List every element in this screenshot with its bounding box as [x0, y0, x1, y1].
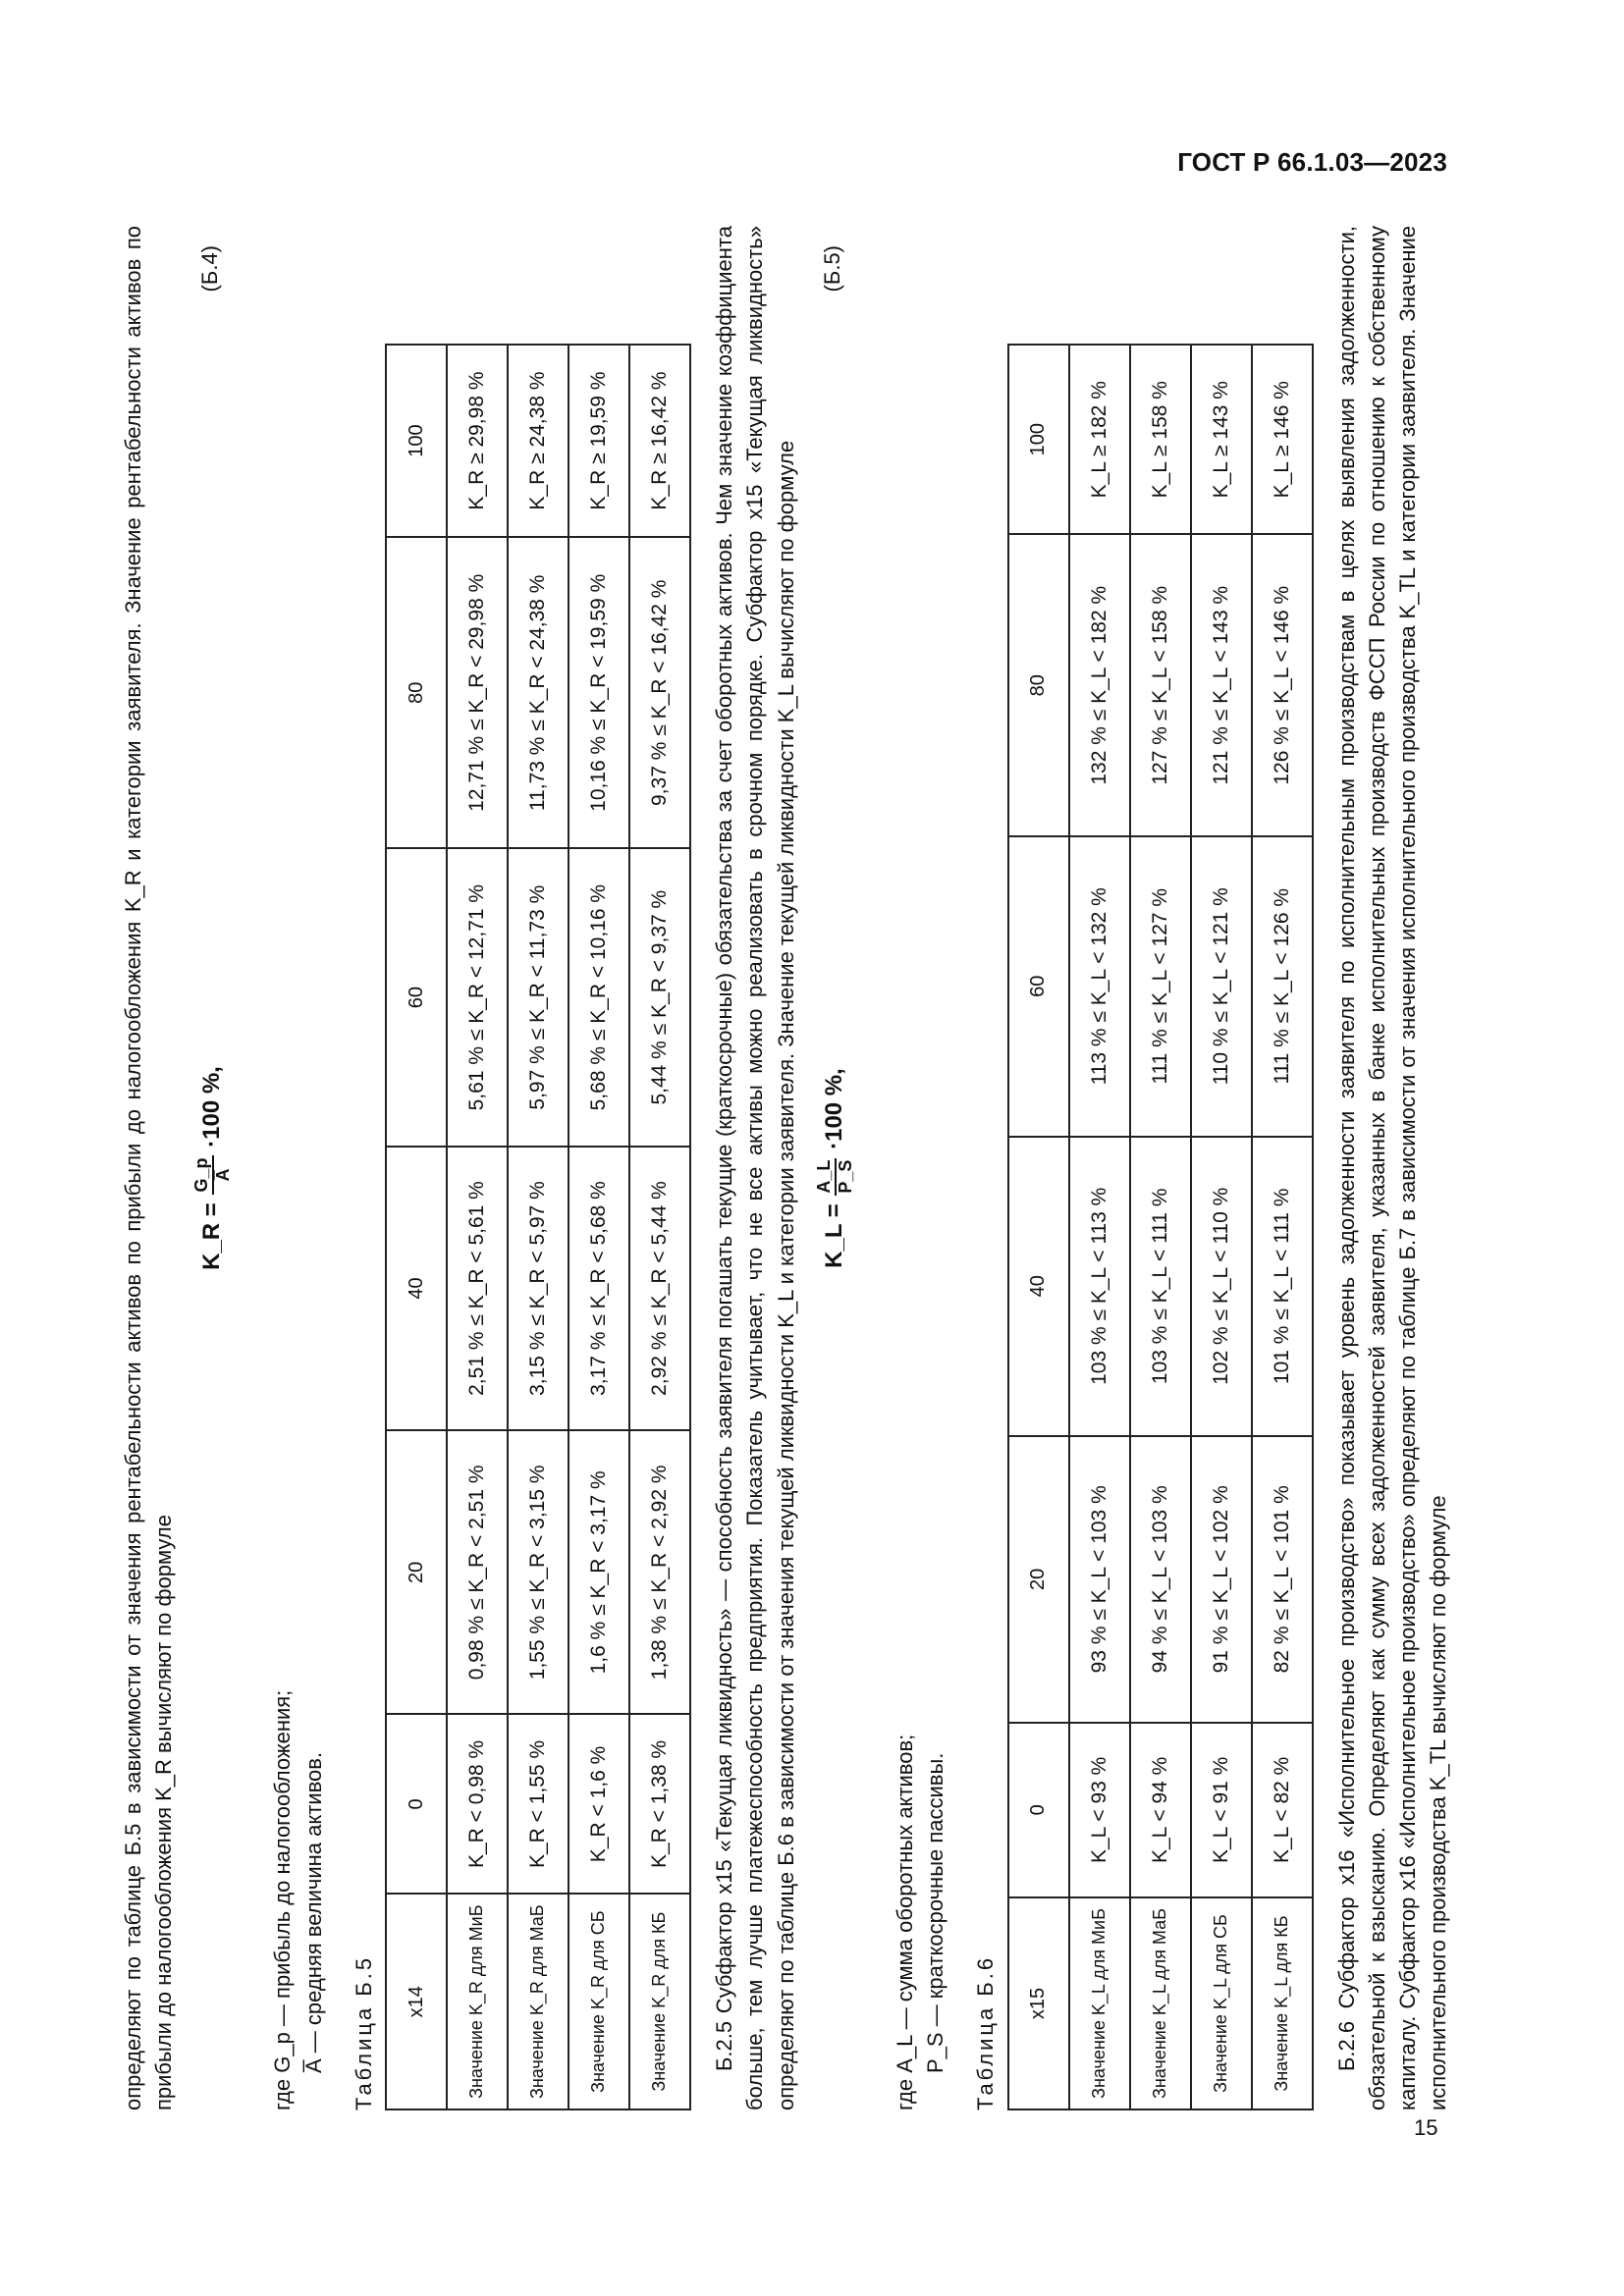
- table-cell: 113 % ≤ K_L < 132 %: [1069, 836, 1130, 1136]
- where-line: A̅ — средняя величина активов.: [300, 1751, 326, 2073]
- formula-lhs: K_R =: [198, 1196, 226, 1270]
- table-caption: Таблица Б.6: [973, 1954, 999, 2110]
- table-cell: 91 % ≤ K_L < 102 %: [1191, 1436, 1252, 1723]
- header-cell: 40: [386, 1147, 447, 1430]
- table-cell: 127 % ≤ K_L < 158 %: [1130, 534, 1191, 836]
- formula-fraction: [815, 1158, 856, 1196]
- row-label: Значение K_R для КБ: [629, 1894, 690, 2109]
- rotated-content: [118, 226, 1451, 2110]
- header-cell: 80: [386, 537, 447, 848]
- intro-paragraph: определяют по таблице Б.5 в зависимости от значения рентабельности активов по прибыли до налогообложения K_R и категории заявителя. Значение рентабельности активов по прибыли до налогообложения K_R вычисляют по формуле: [121, 226, 177, 2110]
- header-cell: 100: [1008, 345, 1069, 534]
- header-cell: 0: [386, 1715, 447, 1895]
- table-cell: K_L ≥ 143 %: [1191, 345, 1252, 534]
- table-cell: 93 % ≤ K_L < 103 %: [1069, 1436, 1130, 1723]
- where-line: где A_L — сумма оборотных активов;: [892, 1734, 917, 2110]
- table-cell: K_R ≥ 19,59 %: [568, 345, 629, 537]
- table-cell: 101 % ≤ K_L < 111 %: [1252, 1137, 1313, 1436]
- table-cell: 2,92 % ≤ K_R < 5,44 %: [629, 1147, 690, 1430]
- header-cell: 20: [386, 1430, 447, 1714]
- header-cell: 40: [1008, 1137, 1069, 1436]
- row-label: Значение K_L для МаБ: [1130, 1897, 1191, 2109]
- where-block: [267, 226, 328, 2110]
- subfactor-x16-paragraph: Б.2.6 Субфактор x16 «Исполнительное производство» показывает уровень задолженности заявителя по исполнительным производствам в целях выявления задолженности, обязательной к взысканию. Определяют как сумму всех задолженностей заявителя, указанных в банке исполнительных производств ФССП России по отношению к собственному капиталу. Субфактор x16 «Исполнительное производство» определяют по таблице Б.7 в зависимости от значения исполнительного производства K_TL и категории заявителя. Значение исполнительного производства K_TL вычисляют по формуле: [1333, 226, 1451, 2110]
- row-label: Значение K_L для МиБ: [1069, 1897, 1130, 2109]
- table-row: [447, 345, 508, 2109]
- table-cell: 5,61 % ≤ K_R < 12,71 %: [447, 848, 508, 1146]
- table-cell: K_R ≥ 29,98 %: [447, 345, 508, 537]
- table-cell: 5,68 % ≤ K_R < 10,16 %: [568, 848, 629, 1146]
- table-cell: 5,97 % ≤ K_R < 11,73 %: [508, 848, 568, 1146]
- formula-b5: [801, 226, 886, 2110]
- table-cell: 0,98 % ≤ K_R < 2,51 %: [447, 1430, 508, 1714]
- table-cell: 103 % ≤ K_L < 111 %: [1130, 1137, 1191, 1436]
- header-cell: x14: [386, 1894, 447, 2109]
- formula-fraction: [192, 1156, 234, 1195]
- table-cell: 82 % ≤ K_L < 101 %: [1252, 1436, 1313, 1723]
- table-cell: K_L < 94 %: [1130, 1723, 1191, 1897]
- table-row: [1191, 345, 1252, 2109]
- row-label: Значение K_L для КБ: [1252, 1897, 1313, 2109]
- formula-numerator: G_p: [192, 1156, 214, 1195]
- equation-number: (Б.5): [819, 245, 844, 293]
- formula-rhs: ·100 %,: [821, 1068, 848, 1149]
- table-cell: 111 % ≤ K_L < 126 %: [1252, 836, 1313, 1136]
- table-row: [1252, 345, 1313, 2109]
- page-number: 15: [1414, 2115, 1438, 2140]
- table-cell: K_L ≥ 158 %: [1130, 345, 1191, 534]
- table-b5: [385, 344, 691, 2110]
- table-cell: K_R ≥ 16,42 %: [629, 345, 690, 537]
- where-block: [890, 226, 950, 2110]
- table-caption: Таблица Б.5: [351, 1954, 376, 2110]
- table-cell: 1,55 % ≤ K_R < 3,15 %: [508, 1430, 568, 1714]
- table-cell: 103 % ≤ K_L < 113 %: [1069, 1137, 1130, 1436]
- formula-lhs: K_L =: [821, 1197, 848, 1268]
- row-label: Значение K_R для МаБ: [508, 1894, 568, 2109]
- table-cell: 102 % ≤ K_L < 110 %: [1191, 1137, 1252, 1436]
- table-b6: [1007, 344, 1314, 2110]
- header-cell: 100: [386, 345, 447, 537]
- table-cell: 121 % ≤ K_L < 143 %: [1191, 534, 1252, 836]
- table-row: [568, 345, 629, 2109]
- table-header-row: [386, 345, 447, 2109]
- formula-rhs: ·100 %,: [198, 1066, 226, 1148]
- table-cell: 110 % ≤ K_L < 121 %: [1191, 836, 1252, 1136]
- table-cell: K_R < 1,6 %: [568, 1715, 629, 1895]
- table-cell: 2,51 % ≤ K_R < 5,61 %: [447, 1147, 508, 1430]
- row-label: Значение K_R для МиБ: [447, 1894, 508, 2109]
- table-cell: 11,73 % ≤ K_R < 24,38 %: [508, 537, 568, 848]
- table-cell: K_R < 1,38 %: [629, 1715, 690, 1895]
- table-cell: 5,44 % ≤ K_R < 9,37 %: [629, 848, 690, 1146]
- header-cell: 0: [1008, 1723, 1069, 1897]
- formula-numerator: A_L: [815, 1158, 837, 1196]
- table-cell: K_R < 1,55 %: [508, 1715, 568, 1895]
- equation-number: (Б.4): [197, 245, 223, 293]
- table-cell: 3,15 % ≤ K_R < 5,97 %: [508, 1147, 568, 1430]
- table-header-row: [1008, 345, 1069, 2109]
- table-cell: 111 % ≤ K_L < 127 %: [1130, 836, 1191, 1136]
- where-line: P_S — краткосрочные пассивы.: [923, 1752, 948, 2073]
- formula-denominator: A̅: [213, 1168, 234, 1182]
- header-cell: 60: [386, 848, 447, 1146]
- subfactor-x15-paragraph: Б.2.5 Субфактор x15 «Текущая ликвидность» — способность заявителя погашать текущие (краткосрочные) обязательства за счет оборотных активов. Чем значение коэффициента больше, тем лучше платежеспособность предприятия. Показатель учитывает, что не все активы можно реализовать в срочном порядке. Субфактор x15 «Текущая ликвидность» определяют по таблице Б.6 в зависимости от значения текущей ликвидности K_L и категории заявителя. Значение текущей ликвидности K_L вычисляют по формуле: [712, 226, 798, 2110]
- table-cell: 10,16 % ≤ K_R < 19,59 %: [568, 537, 629, 848]
- row-label: Значение K_R для СБ: [568, 1894, 629, 2109]
- table-cell: K_L < 82 %: [1252, 1723, 1313, 1897]
- table-cell: K_L ≥ 182 %: [1069, 345, 1130, 534]
- table-cell: K_L < 93 %: [1069, 1723, 1130, 1897]
- table-cell: K_R < 0,98 %: [447, 1715, 508, 1895]
- table-cell: 126 % ≤ K_L < 146 %: [1252, 534, 1313, 836]
- header-cell: 20: [1008, 1436, 1069, 1723]
- table-cell: K_R ≥ 24,38 %: [508, 345, 568, 537]
- table-row: [1069, 345, 1130, 2109]
- table-cell: K_L < 91 %: [1191, 1723, 1252, 1897]
- where-line: где G_p — прибыль до налогообложения;: [270, 1689, 296, 2110]
- table-row: [1130, 345, 1191, 2109]
- table-row: [508, 345, 568, 2109]
- document-id: ГОСТ Р 66.1.03—2023: [1177, 147, 1447, 177]
- table-row: [629, 345, 690, 2109]
- table-cell: 1,6 % ≤ K_R < 3,17 %: [568, 1430, 629, 1714]
- table-cell: 132 % ≤ K_L < 182 %: [1069, 534, 1130, 836]
- table-cell: K_L ≥ 146 %: [1252, 345, 1313, 534]
- table-cell: 1,38 % ≤ K_R < 2,92 %: [629, 1430, 690, 1714]
- table-cell: 12,71 % ≤ K_R < 29,98 %: [447, 537, 508, 848]
- table-cell: 3,17 % ≤ K_R < 5,68 %: [568, 1147, 629, 1430]
- formula-b4: [179, 226, 263, 2110]
- table-cell: 94 % ≤ K_L < 103 %: [1130, 1436, 1191, 1723]
- row-label: Значение K_L для СБ: [1191, 1897, 1252, 2109]
- formula-denominator: P_S: [835, 1159, 855, 1194]
- header-cell: 80: [1008, 534, 1069, 836]
- header-cell: x15: [1008, 1897, 1069, 2109]
- table-cell: 9,37 % ≤ K_R < 16,42 %: [629, 537, 690, 848]
- header-cell: 60: [1008, 836, 1069, 1136]
